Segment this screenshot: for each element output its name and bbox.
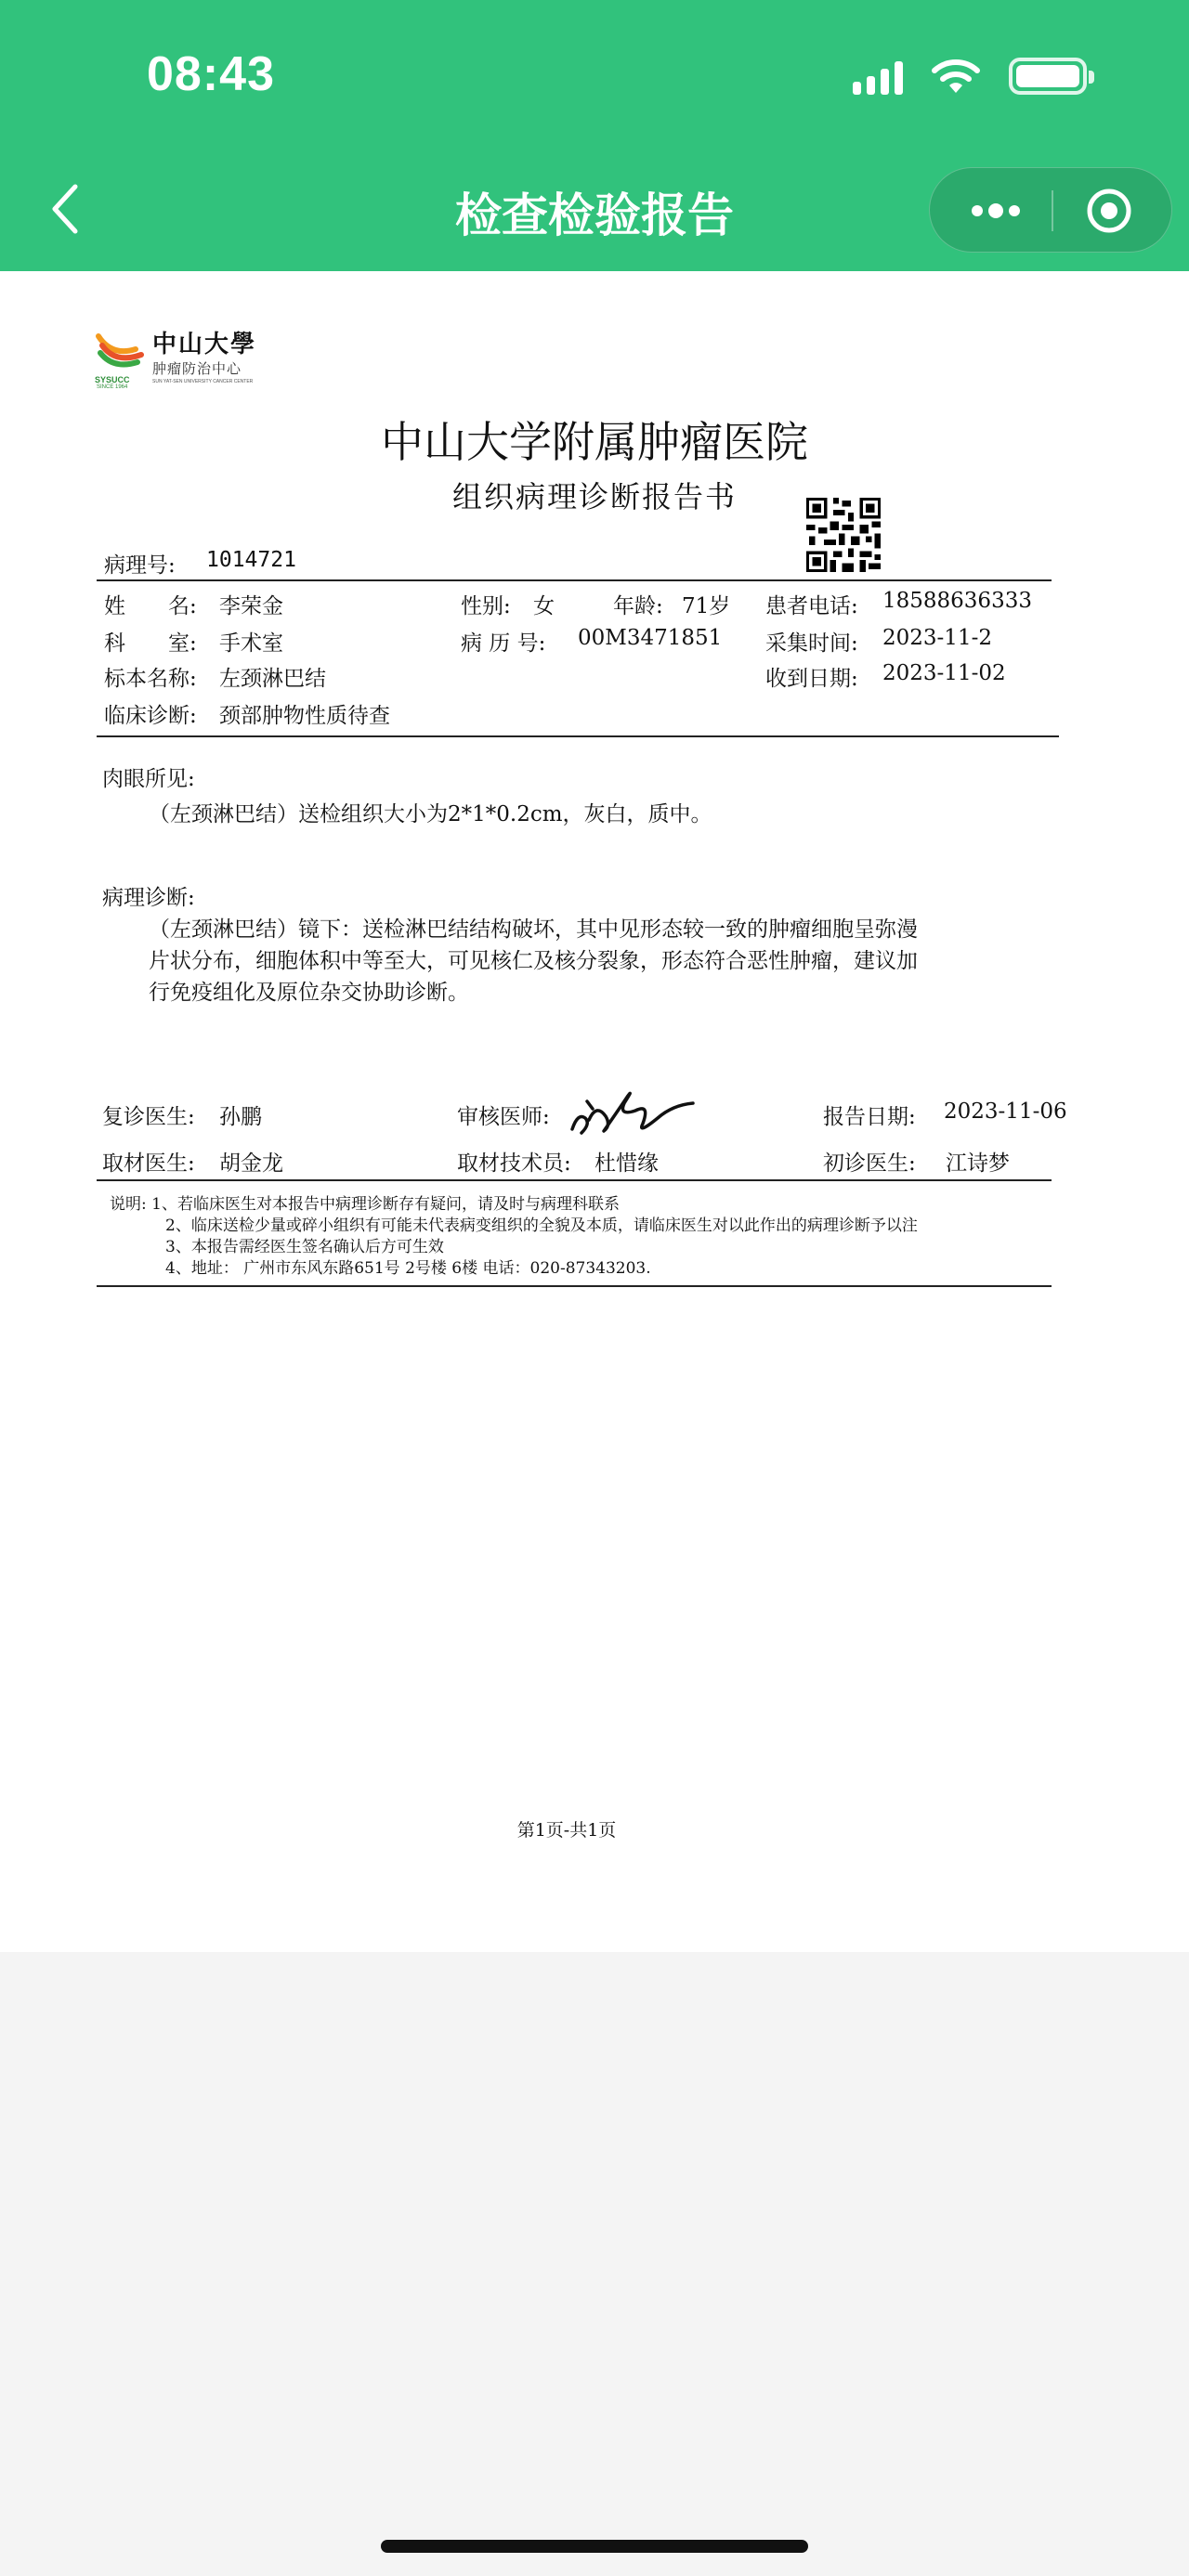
sex-label: 性别: — [461, 594, 511, 618]
divider — [97, 735, 1059, 737]
phone-value: 18588636333 — [882, 589, 1032, 613]
hospital-logo — [95, 325, 262, 392]
sampling-doctor-value: 胡金龙 — [219, 1151, 283, 1176]
note-line: 2、临床送检少量或碎小组织有可能未代表病变组织的全貌及本质，请临床医生对以此作出的病理诊断予以注 — [165, 1216, 918, 1235]
divider — [97, 1285, 1052, 1287]
age-label: 年龄: — [613, 594, 663, 618]
diagnosis-line: （左颈淋巴结）镜下：送检淋巴结结构破坏，其中见形态较一致的肿瘤细胞呈弥漫 — [149, 917, 918, 942]
note-line: 说明: 1、若临床医生对本报告中病理诊断存有疑问，请及时与病理科联系 — [110, 1195, 620, 1214]
hospital-name: 中山大学附属肿瘤医院 — [381, 417, 808, 467]
name-value: 李荣金 — [219, 594, 283, 618]
report-date-value: 2023-11-06 — [944, 1099, 1067, 1124]
age-value: 71岁 — [682, 594, 731, 618]
top-bar — [0, 0, 1189, 271]
diagnosis-line: 行免疫组化及原位杂交协助诊断。 — [149, 981, 469, 1005]
audit-doctor-label: 审核医师: — [457, 1105, 550, 1129]
logo-sub-text: 肿瘤防治中心 — [152, 360, 242, 377]
qr-code-icon — [806, 498, 881, 572]
status-time: 08:43 — [147, 47, 275, 101]
pathology-no-label: 病理号: — [104, 553, 176, 578]
review-doctor-label: 复诊医生: — [102, 1105, 195, 1129]
signal-icon — [853, 58, 903, 95]
report-document — [0, 271, 1189, 1952]
first-doctor-value: 江诗梦 — [946, 1151, 1010, 1176]
name-label: 姓 名: — [104, 594, 197, 618]
close-button[interactable] — [1083, 185, 1135, 237]
note-line: 4、地址： 广州市东风东路651号 2号楼 6楼 电话：020-87343203. — [165, 1259, 651, 1278]
logo-english: SUN YAT-SEN UNIVERSITY CANCER CENTER — [152, 379, 254, 384]
record-label: 病 历 号: — [461, 631, 546, 656]
phone-label: 患者电话: — [765, 594, 858, 618]
capsule-divider — [1052, 190, 1053, 231]
home-indicator[interactable] — [381, 2540, 808, 2553]
report-title: 组织病理诊断报告书 — [451, 479, 737, 514]
page-indicator: 第1页-共1页 — [516, 1820, 617, 1841]
logo-main-text: 中山大學 — [152, 331, 257, 358]
divider — [97, 579, 1052, 581]
empty-background — [0, 1952, 1189, 2576]
page-title: 检查检验报告 — [455, 189, 734, 242]
dept-value: 手术室 — [219, 631, 283, 656]
specimen-label: 标本名称: — [104, 667, 197, 691]
note-line: 3、本报告需经医生签名确认后方可生效 — [165, 1238, 444, 1256]
wifi-icon — [931, 58, 981, 95]
specimen-value: 左颈淋巴结 — [219, 667, 326, 691]
close-target-icon — [1085, 187, 1133, 235]
record-value: 00M3471851 — [578, 626, 723, 650]
sex-value: 女 — [533, 594, 555, 618]
received-value: 2023-11-02 — [882, 661, 1006, 685]
battery-icon — [1009, 58, 1087, 95]
review-doctor-value: 孙鹏 — [219, 1105, 262, 1129]
diagnosis-line: 片状分布，细胞体积中等至大，可见核仁及核分裂象，形态符合恶性肿瘤，建议加 — [149, 949, 918, 973]
first-doctor-label: 初诊医生: — [823, 1151, 916, 1176]
sampling-doctor-label: 取材医生: — [102, 1151, 195, 1176]
diagnosis-label: 病理诊断: — [102, 886, 195, 910]
more-button[interactable] — [963, 192, 1028, 229]
logo-since: SINCE 1964 — [97, 384, 128, 390]
signature-icon — [568, 1075, 699, 1142]
gross-label: 肉眼所见: — [102, 767, 195, 791]
collect-label: 采集时间: — [765, 631, 858, 656]
gross-text: （左颈淋巴结）送检组织大小为2*1*0.2cm，灰白，质中。 — [149, 802, 712, 826]
pathology-no-value: 1014721 — [206, 548, 296, 572]
sampling-tech-label: 取材技术员: — [457, 1151, 571, 1176]
clinical-value: 颈部肿物性质待查 — [219, 704, 390, 728]
sampling-tech-value: 杜惜缘 — [594, 1151, 659, 1176]
status-icons — [853, 58, 1087, 95]
report-date-label: 报告日期: — [823, 1105, 916, 1129]
received-label: 收到日期: — [765, 667, 858, 691]
collect-value: 2023-11-2 — [882, 626, 992, 650]
diagnosis-text — [149, 914, 1022, 1008]
divider — [97, 1179, 1052, 1181]
clinical-label: 临床诊断: — [104, 704, 197, 728]
more-dots-icon — [968, 202, 1024, 220]
logo-code: SYSUCC — [95, 375, 130, 384]
mini-program-capsule — [929, 167, 1172, 253]
dept-label: 科 室: — [104, 631, 197, 656]
